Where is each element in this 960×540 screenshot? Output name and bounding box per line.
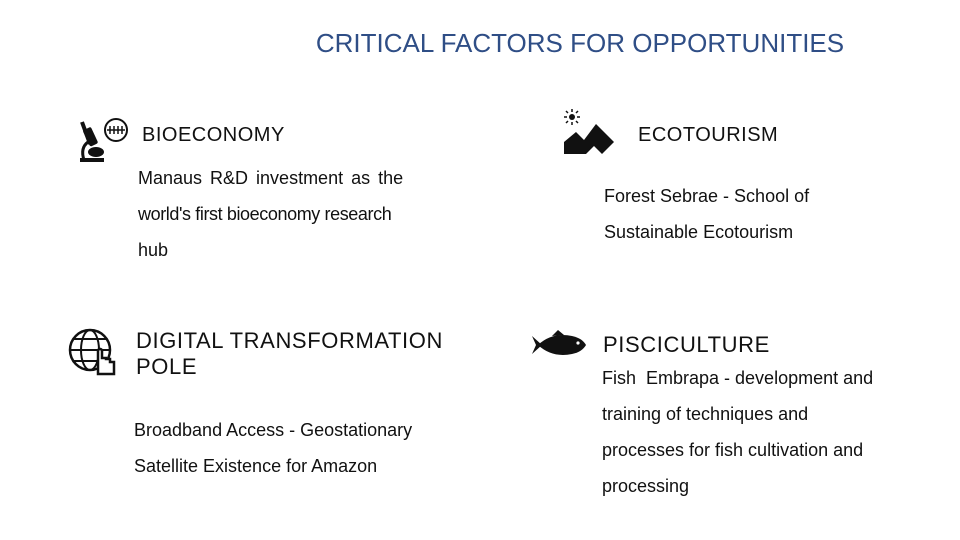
- ecotourism-line-2: Sustainable Ecotourism: [604, 222, 794, 242]
- bioeconomy-line-2: world's first bioeconomy research: [138, 204, 392, 224]
- pisciculture-line-1: Fish Embrapa - development and: [602, 368, 874, 388]
- pisciculture-line-3: processes for fish cultivation and: [602, 440, 864, 460]
- slide-title: CRITICAL FACTORS FOR OPPORTUNITIES: [315, 28, 845, 58]
- digital-line-2: Satellite Existence for Amazon: [134, 456, 378, 476]
- globe-hand-icon: [66, 326, 120, 378]
- pisciculture-heading: PISCICULTURE: [603, 332, 770, 357]
- bioeconomy-line-1: Manaus R&D investment as the: [138, 168, 404, 188]
- digital-heading-line-2: POLE: [136, 354, 198, 379]
- fish-icon: [528, 330, 588, 360]
- bioeconomy-heading: BIOECONOMY: [142, 124, 285, 146]
- pisciculture-line-2: training of techniques and: [602, 404, 809, 424]
- digital-heading-line-1: DIGITAL TRANSFORMATION: [136, 328, 443, 353]
- mountain-sun-icon: [560, 108, 618, 158]
- ecotourism-line-1: Forest Sebrae - School of: [604, 186, 810, 206]
- bioeconomy-line-3: hub: [138, 240, 169, 260]
- microscope-dna-icon: [74, 114, 132, 166]
- pisciculture-line-4: processing: [602, 476, 690, 496]
- digital-line-1: Broadband Access - Geostationary: [134, 420, 413, 440]
- ecotourism-heading: ECOTOURISM: [638, 124, 779, 146]
